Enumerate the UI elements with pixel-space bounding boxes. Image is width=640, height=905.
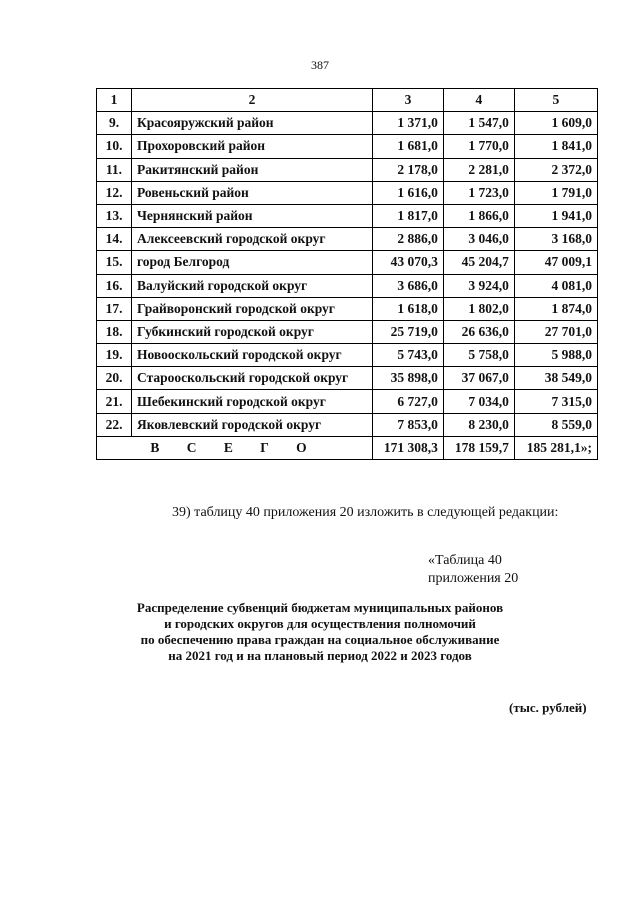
column-header: 5 xyxy=(514,89,597,112)
value-2023: 4 081,0 xyxy=(514,274,597,297)
row-number: 22. xyxy=(97,413,132,436)
value-2023: 5 988,0 xyxy=(514,344,597,367)
value-2022: 1 802,0 xyxy=(443,297,514,320)
total-label: В С Е Г О xyxy=(97,436,373,459)
value-2023: 1 791,0 xyxy=(514,181,597,204)
value-2023: 8 559,0 xyxy=(514,413,597,436)
value-2022: 5 758,0 xyxy=(443,344,514,367)
table-row xyxy=(97,204,598,227)
value-2023: 1 941,0 xyxy=(514,204,597,227)
value-2023: 38 549,0 xyxy=(514,367,597,390)
row-number: 17. xyxy=(97,297,132,320)
row-number: 10. xyxy=(97,135,132,158)
total-2022: 178 159,7 xyxy=(443,436,514,459)
value-2023: 1 841,0 xyxy=(514,135,597,158)
municipality-name: Новооскольский городской округ xyxy=(132,344,373,367)
table-title-line: по обеспечению права граждан на социальное обслуживание xyxy=(140,632,500,647)
value-2022: 37 067,0 xyxy=(443,367,514,390)
column-header: 4 xyxy=(443,89,514,112)
value-2022: 1 547,0 xyxy=(443,112,514,135)
row-number: 21. xyxy=(97,390,132,413)
municipality-name: Красояружский район xyxy=(132,112,373,135)
table-row xyxy=(97,228,598,251)
row-number: 18. xyxy=(97,320,132,343)
row-number: 15. xyxy=(97,251,132,274)
column-header: 3 xyxy=(373,89,444,112)
value-2022: 7 034,0 xyxy=(443,390,514,413)
table-row xyxy=(97,367,598,390)
value-2021: 1 817,0 xyxy=(373,204,444,227)
total-2023: 185 281,1»; xyxy=(514,436,597,459)
value-2022: 1 866,0 xyxy=(443,204,514,227)
unit-label: (тыс. рублей) xyxy=(509,700,587,715)
row-number: 11. xyxy=(97,158,132,181)
municipality-name: город Белгород xyxy=(132,251,373,274)
table-title-line: на 2021 год и на плановый период 2022 и 2023 годов xyxy=(168,648,472,663)
table-reference-line: «Таблица 40 xyxy=(428,553,502,568)
value-2023: 47 009,1 xyxy=(514,251,597,274)
value-2023: 2 372,0 xyxy=(514,158,597,181)
row-number: 12. xyxy=(97,181,132,204)
table-reference xyxy=(428,552,518,588)
total-2021: 171 308,3 xyxy=(373,436,444,459)
table-row xyxy=(97,135,598,158)
table-header-row xyxy=(97,89,598,112)
table-row xyxy=(97,413,598,436)
municipality-name: Валуйский городской округ xyxy=(132,274,373,297)
column-header: 1 xyxy=(97,89,132,112)
value-2023: 7 315,0 xyxy=(514,390,597,413)
table-row xyxy=(97,158,598,181)
row-number: 9. xyxy=(97,112,132,135)
table-row xyxy=(97,297,598,320)
municipality-name: Грайворонский городской округ xyxy=(132,297,373,320)
row-number: 13. xyxy=(97,204,132,227)
table-title-line: и городских округов для осуществления полномочий xyxy=(164,616,476,631)
municipality-name: Ровеньский район xyxy=(132,181,373,204)
value-2023: 1 609,0 xyxy=(514,112,597,135)
value-2021: 2 178,0 xyxy=(373,158,444,181)
value-2021: 35 898,0 xyxy=(373,367,444,390)
value-2023: 1 874,0 xyxy=(514,297,597,320)
table-title-line: Распределение субвенций бюджетам муниципальных районов xyxy=(136,600,504,615)
row-number: 19. xyxy=(97,344,132,367)
value-2021: 6 727,0 xyxy=(373,390,444,413)
value-2021: 3 686,0 xyxy=(373,274,444,297)
value-2021: 2 886,0 xyxy=(373,228,444,251)
value-2022: 1 770,0 xyxy=(443,135,514,158)
municipality-name: Прохоровский район xyxy=(132,135,373,158)
value-2022: 2 281,0 xyxy=(443,158,514,181)
total-row xyxy=(97,436,598,459)
table-row xyxy=(97,344,598,367)
value-2022: 45 204,7 xyxy=(443,251,514,274)
table-row xyxy=(97,112,598,135)
value-2021: 25 719,0 xyxy=(373,320,444,343)
value-2021: 5 743,0 xyxy=(373,344,444,367)
subventions-table xyxy=(96,88,598,460)
value-2021: 1 371,0 xyxy=(373,112,444,135)
table-reference-line: приложения 20 xyxy=(428,571,519,586)
page-number: 387 xyxy=(311,58,329,72)
value-2021: 1 681,0 xyxy=(373,135,444,158)
table-row xyxy=(97,251,598,274)
value-2021: 1 618,0 xyxy=(373,297,444,320)
column-header: 2 xyxy=(132,89,373,112)
municipality-name: Ракитянский район xyxy=(132,158,373,181)
municipality-name: Чернянский район xyxy=(132,204,373,227)
value-2022: 26 636,0 xyxy=(443,320,514,343)
value-2022: 3 924,0 xyxy=(443,274,514,297)
value-2021: 1 616,0 xyxy=(373,181,444,204)
value-2021: 43 070,3 xyxy=(373,251,444,274)
municipality-name: Старооскольский городской округ xyxy=(132,367,373,390)
table-title xyxy=(0,600,640,664)
value-2022: 8 230,0 xyxy=(443,413,514,436)
table-row xyxy=(97,390,598,413)
value-2023: 3 168,0 xyxy=(514,228,597,251)
municipality-name: Яковлевский городской округ xyxy=(132,413,373,436)
municipality-name: Шебекинский городской округ xyxy=(132,390,373,413)
row-number: 16. xyxy=(97,274,132,297)
value-2023: 27 701,0 xyxy=(514,320,597,343)
value-2022: 3 046,0 xyxy=(443,228,514,251)
row-number: 20. xyxy=(97,367,132,390)
table-row xyxy=(97,274,598,297)
municipality-name: Губкинский городской округ xyxy=(132,320,373,343)
table-row xyxy=(97,181,598,204)
amendment-paragraph: 39) таблицу 40 приложения 20 изложить в следующей редакции: xyxy=(172,505,559,520)
row-number: 14. xyxy=(97,228,132,251)
table-row xyxy=(97,320,598,343)
municipality-name: Алексеевский городской округ xyxy=(132,228,373,251)
value-2021: 7 853,0 xyxy=(373,413,444,436)
value-2022: 1 723,0 xyxy=(443,181,514,204)
